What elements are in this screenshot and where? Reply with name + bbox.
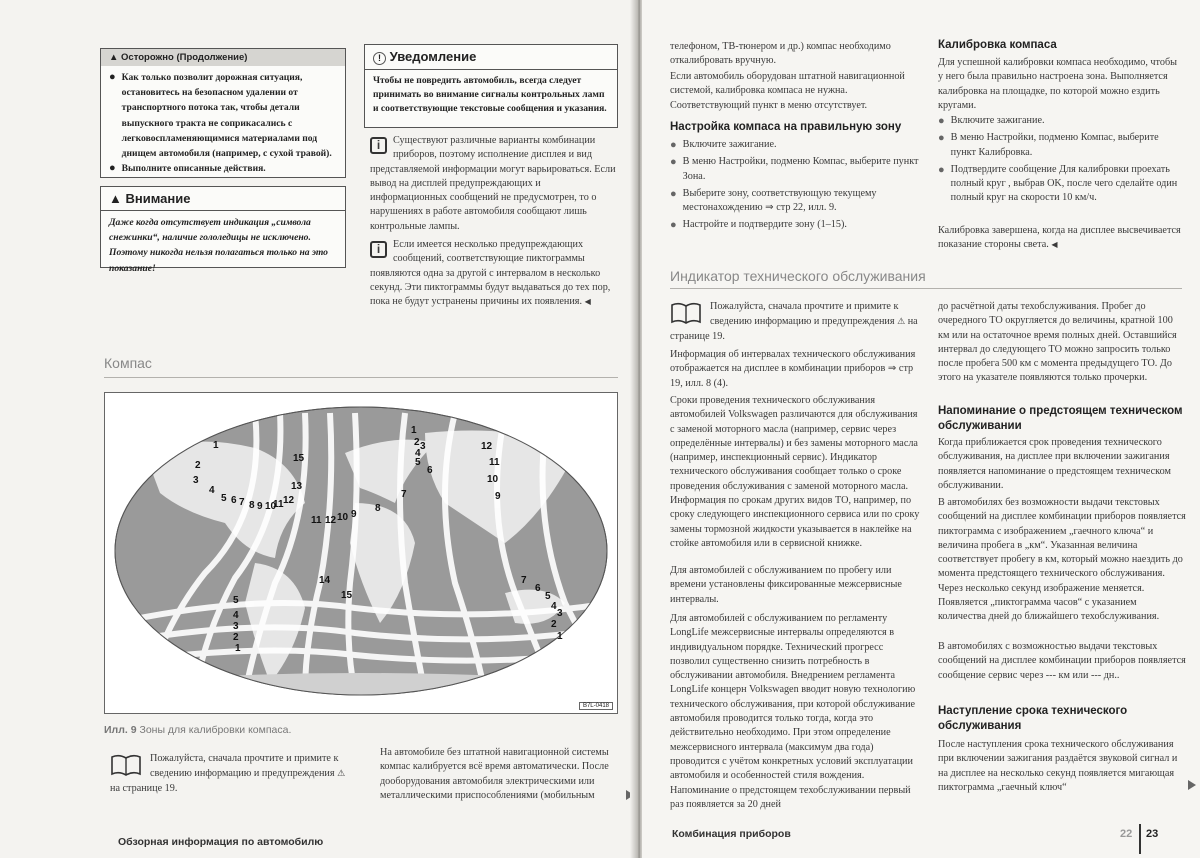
warning-triangle-icon: ⚠	[897, 316, 906, 327]
notice-header	[365, 45, 617, 70]
zone-label: 11	[311, 515, 322, 526]
left-footer: Обзорная информация по автомобилю	[118, 836, 324, 848]
zone-label: 5	[545, 591, 551, 602]
zone-label: 15	[341, 590, 353, 601]
zone-steps	[670, 138, 920, 233]
warning-continued-title: Осторожно (Продолжение)	[121, 52, 248, 63]
list-item: ● Выберите зону, соответствующую текущему местонахождению ⇒ стр 22, илл. 9.	[670, 187, 877, 214]
calibration-done: Калибровка завершена, когда на дисплее высвечивается показание стороны света. ◀	[938, 225, 1181, 251]
reminder-text: Когда приближается срок проведения технического обслуживания, на дисплее при включении зажигания появляется напоминание о предстоящем техническом обслуживании.	[938, 437, 1171, 491]
service-read-first: Пожалуйста, сначала прочтите и примите к сведению информацию и предупреждения ⚠ на странице 19.	[670, 301, 918, 342]
zone-label: 7	[239, 497, 245, 508]
zone-label: 6	[427, 465, 433, 476]
right-footer: Комбинация приборов	[672, 828, 791, 840]
section-divider	[104, 377, 618, 378]
nav-text: Если автомобиль оборудован штатной навигационной системой, калибровка компаса не нужна. Соответствующий пункт в меню отсутствует.	[670, 71, 905, 111]
zone-label: 14	[319, 575, 331, 586]
zone-label: 12	[481, 441, 493, 452]
calibration-title: Калибровка компаса	[938, 39, 1057, 51]
list-item: ● Включите зажигание.	[670, 139, 777, 151]
warning-icon: ▲	[109, 52, 119, 63]
info-icon: i	[370, 137, 387, 154]
text-messages: В автомобилях с возможностью выдачи текстовых сообщений на дисплее комбинации приборов появляется сообщение сервис через --- км или --- дн..	[938, 641, 1186, 681]
list-item: ● Настройте и подтвердите зону (1–15).	[670, 219, 847, 232]
zone-label: 5	[415, 457, 421, 468]
section-divider	[670, 288, 1182, 289]
calibration-text: Для успешной калибровки компаса необходимо, чтобы у него была правильно настроена зона. Выполняется калибровка на площадке, по которой можно ездить кругами.	[938, 57, 1177, 111]
zone-label: 12	[283, 495, 295, 506]
figure-code: B7L-0418	[579, 702, 613, 710]
zone-label: 2	[195, 460, 201, 471]
list-item: ● Как только позволит дорожная ситуация, остановитесь на безопасном удалении от транспортного потока так, чтобы детали выпускного тракта не соприкасались с легковоспламеняющимися материалами под днищем автомобиля (например, с сухой травой).	[109, 71, 332, 160]
notice-box	[364, 44, 618, 128]
attention-header	[101, 187, 345, 211]
no-text-messages: В автомобилях без возможности выдачи текстовых сообщений на дисплее комбинации приборов появляется пиктограмма с изображением „гаечного ключа“ и величина пробега в „км“. Указанная величина соответствует пробегу в км, который можно наездить до момента предстоящего технического обслуживания. Через несколько секунд изображение меняется. Появляется „пиктограмма часов“ с указанием количества дней до ближайшего техобслуживания.	[938, 497, 1186, 623]
zone-label: 12	[325, 515, 337, 526]
end-triangle-icon: ◀	[1051, 240, 1058, 250]
attention-body: Даже когда отсутствует индикация „символа снежинки“, наличие гололедицы не исключено. Поэтому никогда нельзя полагаться только на это показание!	[109, 217, 328, 274]
figure-caption-text: Зоны для калибровки компаса.	[139, 724, 292, 736]
list-item: ● Подтвердите сообщение Для калибровки проехать полный круг , выбрав OK, после чего сделайте один полный круг на скорости 10 км/ч.	[938, 163, 1178, 204]
warning-icon: ▲	[109, 191, 122, 206]
list-item: ● Включите зажигание.	[938, 115, 1045, 127]
compass-section-title: Компас	[104, 355, 152, 371]
zone-label: 2	[551, 619, 557, 630]
continued-text: телефоном, ТВ-тюнером и др.) компас необходимо откалибровать вручную.	[670, 41, 891, 67]
zone-label: 6	[231, 495, 237, 506]
zone-label: 8	[249, 500, 255, 511]
service-paragraph-4: Для автомобилей с обслуживанием по регламенту LongLife межсервисные интервалы определяются в индивидуальном порядке. Технический прогресс позволил существенно снизить потребность в обслуживании автомобиля. Внедрением регламента LongLife концерн Volkswagen вводит новую технологию технического обслуживания, при которой обслуживание автомобиля проводится только тогда, когда это действительно необходимо. При этом определение межсервисного интервала (максимум два года) проводится с учётом конкретных условий эксплуатации автомобиля и особенностей стиля вождения. Напоминание о предстоящем техобслуживании первый раз появляется за 20 дней	[670, 613, 916, 810]
page-number-divider	[1139, 824, 1141, 854]
end-triangle-icon: ◀	[584, 297, 591, 307]
read-first-note: Пожалуйста, сначала прочтите и примите к сведению информацию и предупреждения ⚠ на странице 19.	[110, 753, 346, 794]
zone-label: 3	[557, 608, 563, 619]
zone-label: 4	[415, 448, 421, 459]
zone-label: 7	[401, 489, 407, 500]
page-number-right: 23	[1146, 828, 1159, 840]
figure-caption	[104, 724, 291, 736]
warning-continued-body	[101, 66, 345, 180]
zone-label: 1	[557, 631, 563, 642]
zone-label: 4	[233, 610, 239, 621]
list-item: ● В меню Настройки, подменю Компас, выберите пункт Зона.	[670, 156, 919, 182]
zone-label: 10	[487, 474, 499, 485]
reminder-title: Напоминание о предстоящем техническом обслуживании	[938, 405, 1183, 432]
info-icon: i	[370, 241, 387, 258]
notice-body: Чтобы не повредить автомобиль, всегда следует принимать во внимание сигналы контрольных ламп и соответствующие текстовые сообщения и указания.	[373, 75, 607, 114]
service-section-title: Индикатор технического обслуживания	[670, 268, 926, 284]
zone-label: 1	[235, 643, 241, 654]
list-item: ● Выполните описанные действия.	[109, 162, 266, 175]
book-icon	[670, 302, 702, 324]
compass-zone-map	[104, 392, 618, 714]
zone-label: 3	[420, 441, 426, 452]
zone-label: 15	[293, 453, 305, 464]
zone-label: 6	[535, 583, 541, 594]
zone-label: 2	[414, 437, 420, 448]
zone-label: 1	[411, 425, 417, 436]
book-icon	[110, 754, 142, 776]
service-paragraph-1: Информация об интервалах технического обслуживания отображается на дисплее в комбинации приборов ⇒ стр 19, илл. 8 (4).	[670, 349, 916, 389]
right-page	[642, 0, 1200, 858]
zone-label: 4	[209, 485, 215, 496]
zone-label: 4	[551, 601, 557, 612]
zone-label: 3	[193, 475, 199, 486]
page-number-left: 22	[1120, 828, 1133, 840]
warning-continued-box	[100, 48, 346, 178]
service-paragraph-3: Для автомобилей с обслуживанием по пробегу или времени установлены фиксированные межсервисные интервалы.	[670, 565, 902, 605]
next-page-arrow-icon	[1188, 780, 1196, 790]
service-paragraph-2: Сроки проведения технического обслуживания автомобилей Volkswagen различаются для обслуживания с заменой моторного масла (например, сервис через определённые интервалы) и без замены моторного масла (например, инспекционный сервис). Индикатор технического обслуживания сообщает только о сроке проведения обслуживания с заменой моторного масла. Информация по срокам других видов ТО, например, по сроку следующего инспекционного сервиса или по сроку замены тормозной жидкости указывается в наклейке на стойке автомобиля или в сервисной книжке.	[670, 395, 920, 549]
zone-label: 7	[521, 575, 527, 586]
zone-label: 11	[273, 499, 284, 510]
attention-title: Внимание	[125, 191, 191, 206]
service-paragraph-5: до расчётной даты техобслуживания. Пробег до очередного ТО округляется до величины, кратной 100 км или на остаточное время полных дней. Оставшийся интервал до следующего ТО можно запросить только после пробега 500 км с момента предыдущего ТО. До этого на указателе появляются только прочерки.	[938, 301, 1177, 384]
zone-label: 5	[221, 493, 227, 504]
list-item: ● В меню Настройки, подменю Компас, выберите пункт Калибровка.	[938, 132, 1159, 158]
zone-label: 2	[233, 632, 239, 643]
zone-label: 1	[213, 440, 219, 451]
calibration-steps	[938, 114, 1182, 206]
zone-label: 8	[375, 503, 381, 514]
zone-label: 10	[265, 501, 277, 512]
zone-label: 13	[291, 481, 303, 492]
due-text: После наступления срока технического обслуживания при включении зажигания раздаётся звуковой сигнал и на дисплее на несколько секунд появляется мигающая пиктограмма „гаечный ключ“	[938, 739, 1178, 793]
info-paragraph-1: i Существуют различные варианты комбинации приборов, поэтому исполнение дисплея и вид представляемой информации могут варьироваться. Если вывод на дисплей предупреждающих и информационных сообщений не предусмотрен, то о нарушениях в работе автомобиля сообщают лишь контрольные лампы.	[370, 135, 616, 232]
compass-text: На автомобиле без штатной навигационной системы компас калибруется всё время автоматически. После дооборудования автомобиля электрическими или металлическими приспособлениями (мобильным	[380, 747, 609, 801]
due-title: Наступление срока технического обслуживания	[938, 705, 1128, 732]
zone-label: 3	[233, 621, 239, 632]
zone-label: 5	[233, 595, 239, 606]
world-map-svg	[105, 393, 617, 713]
info-paragraph-2: i Если имеется несколько предупреждающих сообщений, соответствующие пиктограммы появляются одна за другой с интервалом в несколько секунд. Эти пиктограммы будут выдаваться до тех пор, пока не будут устранены причины их появления. ◀	[370, 239, 611, 308]
warning-triangle-icon: ⚠	[337, 768, 346, 779]
zone-label: 11	[489, 457, 500, 468]
zone-label: 9	[351, 509, 357, 520]
exclamation-circle-icon: !	[373, 52, 386, 65]
attention-box	[100, 186, 346, 274]
notice-title: Уведомление	[389, 49, 477, 64]
figure-caption-label: Илл. 9	[104, 724, 137, 736]
warning-continued-header	[101, 49, 345, 66]
zone-label: 9	[495, 491, 501, 502]
zone-label: 10	[337, 512, 349, 523]
zone-title: Настройка компаса на правильную зону	[670, 121, 902, 133]
zone-label: 9	[257, 501, 263, 512]
